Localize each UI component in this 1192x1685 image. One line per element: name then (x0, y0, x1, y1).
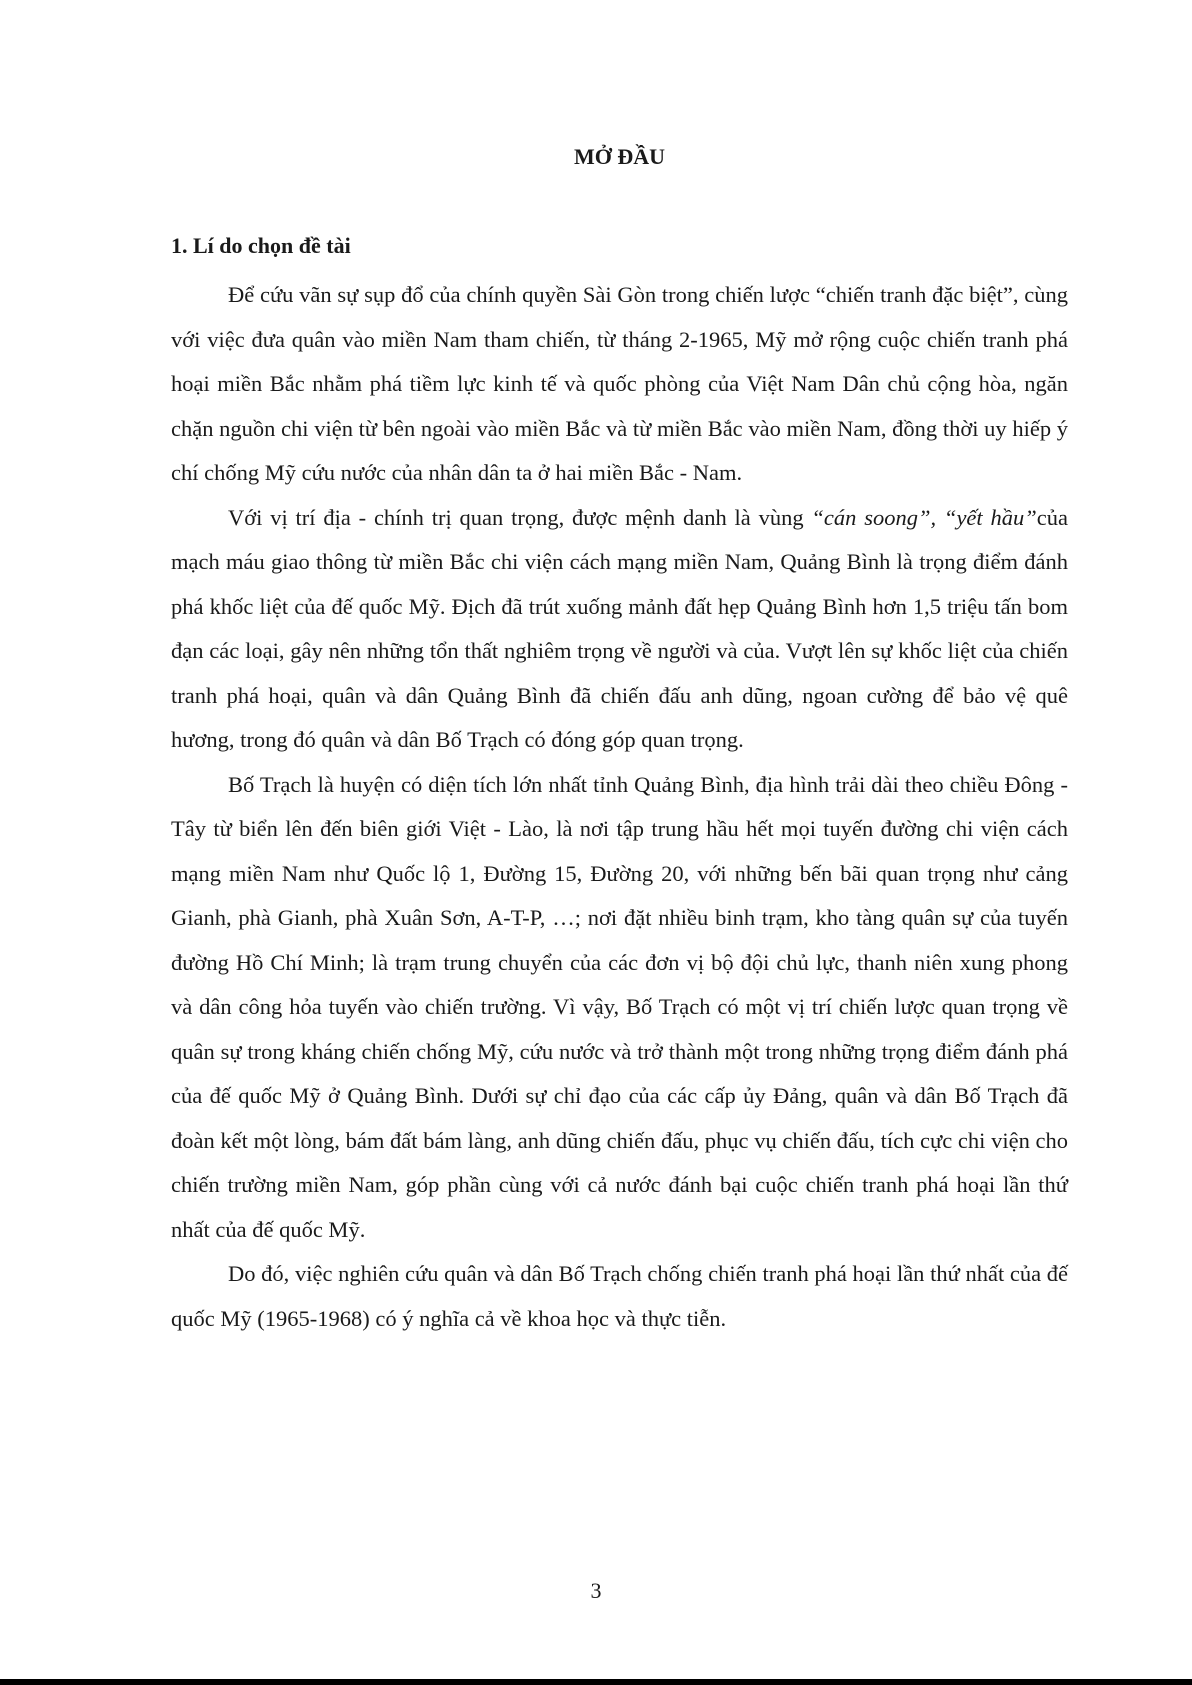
page-title: MỞ ĐẦU (573, 144, 666, 169)
paragraph (171, 763, 1068, 1253)
paragraph-text: của mạch máu giao thông từ miền Bắc chi viện cách mạng miền Nam, Quảng Bình là trọng điểm đánh phá khốc liệt của đế quốc Mỹ. Địch đã trút xuống mảnh đất hẹp Quảng Bình hơn 1,5 triệu tấn bom đạn các loại, gây nên những tổn thất nghiêm trọng về người và của. Vượt lên sự khốc liệt của chiến tranh phá hoại, quân và dân Quảng Bình đã chiến đấu anh dũng, ngoan cường để bảo vệ quê hương, trong đó quân và dân Bố Trạch có đóng góp quan trọng. (171, 504, 1068, 752)
paragraph-text: Với vị trí địa - chính trị quan trọng, được mệnh danh là vùng (228, 504, 812, 530)
paragraph-text: Để cứu vãn sự sụp đổ của chính quyền Sài Gòn trong chiến lược “chiến tranh đặc biệt”, cùng với việc đưa quân vào miền Nam tham chiến, từ tháng 2-1965, Mỹ mở rộng cuộc chiến tranh phá hoại miền Bắc nhằm phá tiềm lực kinh tế và quốc phòng của Việt Nam Dân chủ cộng hòa, ngăn chặn nguồn chi viện từ bên ngoài vào miền Bắc và từ miền Bắc vào miền Nam, đồng thời uy hiếp ý chí chống Mỹ cứu nước của nhân dân ta ở hai miền Bắc - Nam. (171, 282, 1068, 485)
paragraph-text: Do đó, việc nghiên cứu quân và dân Bố Trạch chống chiến tranh phá hoại lần thứ nhất của đế quốc Mỹ (1965-1968) có ý nghĩa cả về khoa học và thực tiễn. (171, 1261, 1068, 1331)
bottom-border (0, 1679, 1192, 1685)
page-number: 3 (590, 1578, 602, 1603)
paragraph (171, 1252, 1068, 1341)
section-heading: 1. Lí do chọn đề tài (171, 233, 351, 258)
body-text (171, 273, 1068, 1341)
italic-text: “cán soong”, “yết hầu” (811, 504, 1037, 530)
paragraph-text: Bố Trạch là huyện có diện tích lớn nhất tỉnh Quảng Bình, địa hình trải dài theo chiều Đông - Tây từ biển lên đến biên giới Việt - Lào, là nơi tập trung hầu hết mọi tuyến đường chi viện cách mạng miền Nam như Quốc lộ 1, Đường 15, Đường 20, với những bến bãi quan trọng như cảng Gianh, phà Gianh, phà Xuân Sơn, A-T-P, …; nơi đặt nhiều binh trạm, kho tàng quân sự của tuyến đường Hồ Chí Minh; là trạm trung chuyển của các đơn vị bộ đội chủ lực, thanh niên xung phong và dân công hỏa tuyến vào chiến trường. Vì vậy, Bố Trạch có một vị trí chiến lược quan trọng về quân sự trong kháng chiến chống Mỹ, cứu nước và trở thành một trong những trọng điểm đánh phá của đế quốc Mỹ ở Quảng Bình. Dưới sự chỉ đạo của các cấp ủy Đảng, quân và dân Bố Trạch đã đoàn kết một lòng, bám đất bám làng, anh dũng chiến đấu, phục vụ chiến đấu, tích cực chi viện cho chiến trường miền Nam, góp phần cùng với cả nước đánh bại cuộc chiến tranh phá hoại lần thứ nhất của đế quốc Mỹ. (171, 771, 1068, 1242)
paragraph (171, 496, 1068, 763)
paragraph (171, 273, 1068, 496)
